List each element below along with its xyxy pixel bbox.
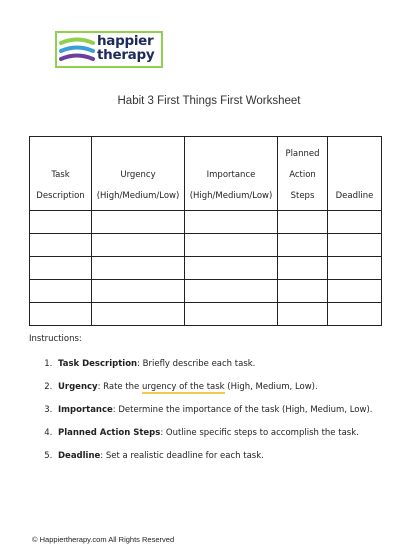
table-row <box>30 280 382 303</box>
table-cell[interactable] <box>92 303 185 326</box>
table-cell[interactable] <box>185 211 278 234</box>
step-term: Task Description <box>58 359 138 369</box>
table-cell[interactable] <box>30 257 92 280</box>
header-planned-line-1: Planned <box>285 149 320 159</box>
table-cell[interactable] <box>185 257 278 280</box>
table-cell[interactable] <box>328 280 382 303</box>
table-cell[interactable] <box>278 257 328 280</box>
header-importance-line-1: Importance <box>206 170 256 180</box>
list-item <box>55 381 418 404</box>
table-cell[interactable] <box>30 280 92 303</box>
table-cell[interactable] <box>328 211 382 234</box>
table-row <box>30 234 382 257</box>
list-item <box>55 404 418 427</box>
table-cell[interactable] <box>92 257 185 280</box>
table-row <box>30 257 382 280</box>
table-cell[interactable] <box>328 234 382 257</box>
table-cell[interactable] <box>328 257 382 280</box>
header-importance <box>185 137 278 211</box>
step-text: : Determine the importance of the task (High, Medium, Low). <box>112 405 373 415</box>
table-cell[interactable] <box>278 280 328 303</box>
header-planned-line-2: Action <box>289 170 316 180</box>
table-row <box>30 303 382 326</box>
step-text: : Briefly describe each task. <box>137 359 256 369</box>
table-cell[interactable] <box>92 280 185 303</box>
instruction-steps-list <box>29 358 418 473</box>
header-task-line-2: Description <box>36 191 85 201</box>
list-item <box>55 358 418 381</box>
table-header-row <box>30 137 382 211</box>
table-cell[interactable] <box>92 234 185 257</box>
table-cell[interactable] <box>30 211 92 234</box>
logo-waves-icon <box>59 37 95 65</box>
highlighted-text: urgency of the task <box>142 382 225 392</box>
table-cell[interactable] <box>185 234 278 257</box>
header-urgency-line-1: Urgency <box>120 170 156 180</box>
list-item <box>55 450 418 473</box>
happier-therapy-logo <box>55 31 163 68</box>
table-cell[interactable] <box>92 211 185 234</box>
header-importance-line-2: (High/Medium/Low) <box>189 191 273 201</box>
header-deadline <box>328 137 382 211</box>
instructions-label: Instructions: <box>29 334 82 344</box>
table-cell[interactable] <box>328 303 382 326</box>
header-planned-line-3: Steps <box>290 191 315 201</box>
header-deadline-line-1: Deadline <box>335 191 374 201</box>
copyright-footer: © Happiertherapy.com All Rights Reserved <box>32 535 175 544</box>
header-planned-action-steps <box>278 137 328 211</box>
table-cell[interactable] <box>30 303 92 326</box>
worksheet-table <box>29 136 382 326</box>
header-task-line-1: Task <box>51 170 70 180</box>
logo-wordmark <box>97 34 154 62</box>
header-urgency <box>92 137 185 211</box>
table-cell[interactable] <box>30 234 92 257</box>
header-urgency-line-2: (High/Medium/Low) <box>96 191 180 201</box>
worksheet-title: Habit 3 First Things First Worksheet <box>117 95 301 107</box>
table-cell[interactable] <box>278 211 328 234</box>
logo-line-1: happier <box>97 33 154 49</box>
table-cell[interactable] <box>185 280 278 303</box>
table-row <box>30 211 382 234</box>
list-item <box>55 427 418 450</box>
header-task-description <box>30 137 92 211</box>
step-term: Planned Action Steps <box>58 428 161 438</box>
step-text: : Outline specific steps to accomplish the task. <box>160 428 359 438</box>
table-cell[interactable] <box>278 234 328 257</box>
step-term: Importance <box>58 405 113 415</box>
step-text: : Rate the <box>97 382 142 392</box>
logo-line-2: therapy <box>97 47 155 63</box>
step-term: Deadline <box>58 451 101 461</box>
step-text: : Set a realistic deadline for each task. <box>100 451 264 461</box>
table-cell[interactable] <box>278 303 328 326</box>
step-text-end: (High, Medium, Low). <box>224 382 318 392</box>
table-cell[interactable] <box>185 303 278 326</box>
step-term: Urgency <box>58 382 98 392</box>
